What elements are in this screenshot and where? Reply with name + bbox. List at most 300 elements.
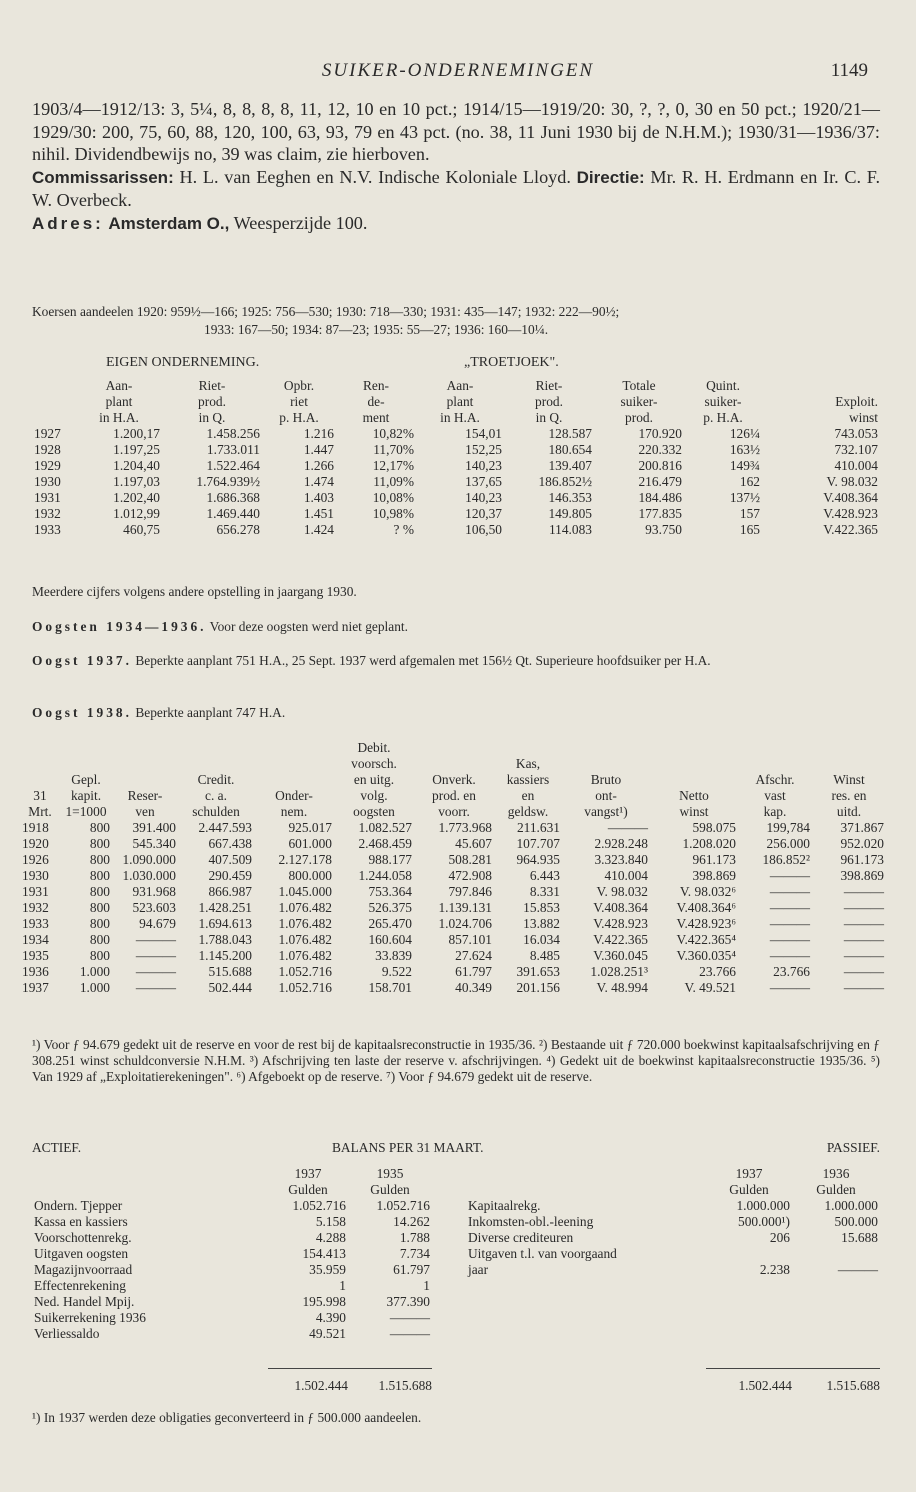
header-cell: Debit. — [357, 740, 391, 755]
table-cell: 1.197,25 — [113, 442, 160, 457]
table-cell: ——— — [135, 964, 176, 979]
table-cell: 163½ — [729, 442, 760, 457]
balance-cell — [706, 1246, 792, 1262]
balance-cell: 35.959 — [309, 1262, 346, 1277]
commissioners-text: H. L. van Eeghen en N.V. Indische Koloniale Lloyd. — [179, 166, 571, 187]
note-meerdere-text: Meerdere cijfers volgens andere opstelling in jaargang 1930. — [32, 584, 357, 599]
table-cell: V.408.364⁶ — [676, 900, 736, 915]
address-label: Adres: — [32, 213, 104, 233]
balance-row — [466, 1230, 880, 1246]
table-cell: 3.323.840 — [594, 852, 648, 867]
balance-cell: 5.158 — [315, 1214, 346, 1229]
table-cell: 1.447 — [303, 442, 334, 457]
table-cell: 800 — [89, 948, 110, 963]
header-cell: voorsch. — [351, 756, 397, 771]
table-row — [32, 522, 880, 538]
table-cell: 1927 — [34, 426, 61, 441]
table-cell: 2.447.593 — [198, 820, 252, 835]
balance-row — [32, 1262, 432, 1278]
directors-label: Directie: — [576, 167, 645, 187]
table-cell: 1.474 — [303, 474, 334, 489]
table-cell: 8.331 — [529, 884, 560, 899]
header-cell: schulden — [192, 804, 240, 819]
table-cell: 1.428.251 — [198, 900, 252, 915]
header-cell: geldsw. — [507, 804, 549, 819]
balance-cell: ——— — [837, 1262, 878, 1277]
header-cell: ment — [362, 410, 390, 425]
table-cell: 1932 — [34, 506, 61, 521]
table-cell: 1.424 — [303, 522, 334, 537]
header-cell — [32, 410, 76, 426]
table-cell: 106,50 — [465, 522, 502, 537]
table-cell: 186.852² — [762, 852, 810, 867]
balance-cell: Diverse crediteuren — [468, 1230, 574, 1245]
table-cell: 1.030.000 — [122, 868, 176, 883]
header-cell: p. H.A. — [279, 410, 319, 425]
balance-cell: 49.521 — [309, 1326, 346, 1341]
table-cell: 545.340 — [132, 836, 176, 851]
table-cell: 23.766 — [699, 964, 736, 979]
table-cell: 211.631 — [516, 820, 560, 835]
table-row — [20, 868, 886, 884]
table-header-row — [32, 394, 880, 410]
balance-cell: 154.413 — [302, 1246, 346, 1261]
balance-row — [32, 1278, 432, 1294]
unit-head-l1: Gulden — [288, 1182, 328, 1197]
header-cell — [20, 740, 60, 756]
table-cell: 149.805 — [548, 506, 592, 521]
table-header-row — [20, 804, 886, 820]
table-row — [20, 916, 886, 932]
table-cell: 1930 — [22, 868, 49, 883]
share-prices-line1: Koersen aandeelen 1920: 959½—166; 1925: 756—530; 1930: 718—330; 1931: 435—147; 1932: 222—90½; — [32, 304, 620, 319]
address-street: Weesperzijde 100. — [233, 212, 368, 233]
table-cell: 13.882 — [523, 916, 560, 931]
balance-row — [32, 1214, 432, 1230]
right-total-1937: 1.502.444 — [738, 1378, 792, 1393]
table-cell: 220.332 — [638, 442, 682, 457]
balance-left — [32, 1166, 432, 1342]
table-cell: 732.107 — [834, 442, 878, 457]
table-cell: ——— — [135, 932, 176, 947]
table-cell: 1934 — [22, 932, 49, 947]
header-cell: vangst¹) — [584, 804, 628, 819]
header-cell: plant — [446, 394, 474, 409]
table-cell: ——— — [607, 820, 648, 835]
balance-cell: Uitgaven oogsten — [34, 1246, 129, 1261]
header-cell: kapit. — [70, 788, 102, 803]
table-header-row — [20, 756, 886, 772]
table-row — [20, 852, 886, 868]
header-cell — [20, 756, 60, 772]
note-oogsten-1934-label: Oogsten 1934—1936. — [32, 619, 207, 634]
table-cell: 1.076.482 — [278, 916, 332, 931]
balance-cell: 15.688 — [841, 1230, 878, 1245]
table-cell: ——— — [769, 900, 810, 915]
table-cell: 93.750 — [645, 522, 682, 537]
table-cell: ——— — [769, 948, 810, 963]
header-cell: Onder- — [275, 788, 313, 803]
address-city: Amsterdam O., — [108, 213, 230, 233]
balance-row — [466, 1262, 880, 1278]
table-cell: 154,01 — [465, 426, 502, 441]
header-cell: en — [521, 788, 535, 803]
production-table — [32, 378, 880, 538]
balance-cell: Ned. Handel Mpij. — [34, 1294, 135, 1309]
table-cell: 140,23 — [465, 490, 502, 505]
last-footnote: ¹) In 1937 werden deze obligaties geconverteerd in ƒ 500.000 aandeelen. — [32, 1410, 422, 1425]
table-cell: 216.479 — [638, 474, 682, 489]
passief-label: PASSIEF. — [826, 1140, 880, 1155]
table-row — [32, 426, 880, 442]
table-cell: 120,37 — [465, 506, 502, 521]
header-cell — [178, 740, 254, 756]
note-oogsten-1934 — [32, 619, 880, 636]
table-cell: 598.075 — [692, 820, 736, 835]
right-total-rule — [706, 1368, 880, 1369]
table-cell: 800.000 — [288, 868, 332, 883]
table-cell: 526.375 — [368, 900, 412, 915]
table-cell: 1.045.000 — [278, 884, 332, 899]
table-cell: 114.083 — [548, 522, 592, 537]
table-cell: ——— — [843, 916, 884, 931]
balance-cell: 195.998 — [302, 1294, 346, 1309]
balance-cell: 1.000.000 — [824, 1198, 878, 1213]
table-cell: 1920 — [22, 836, 49, 851]
section-eigen-label: EIGEN ONDERNEMING. — [106, 355, 260, 370]
balance-cell: 500.000¹) — [738, 1214, 790, 1229]
table-cell: V.408.364 — [823, 490, 878, 505]
table-cell: 1926 — [22, 852, 49, 867]
left-total-rule — [268, 1368, 432, 1369]
table-cell: 1.788.043 — [198, 932, 252, 947]
table-cell: 1.139.131 — [438, 900, 492, 915]
table-cell: 508.281 — [448, 852, 492, 867]
table-cell: 128.587 — [548, 426, 592, 441]
header-cell: winst — [848, 410, 878, 425]
table-cell: V.422.365 — [823, 522, 878, 537]
note-oogst-1938 — [32, 705, 880, 722]
table-cell: 371.867 — [840, 820, 884, 835]
table-cell: 162 — [739, 474, 760, 489]
table-cell: 1929 — [34, 458, 61, 473]
balance-cell: 500.000 — [834, 1214, 878, 1229]
table-cell: 1918 — [22, 820, 49, 835]
table-cell: 15.853 — [523, 900, 560, 915]
table-cell: 1.090.000 — [122, 852, 176, 867]
table-cell: 199,784 — [766, 820, 810, 835]
table-cell: 472.908 — [448, 868, 492, 883]
table-cell: 9.522 — [381, 964, 412, 979]
header-cell: ont- — [595, 788, 617, 803]
table-cell: 1931 — [22, 884, 49, 899]
year2-head: 1935 — [376, 1166, 404, 1181]
table-cell: 137½ — [729, 490, 760, 505]
table-cell: 398.869 — [692, 868, 736, 883]
table-cell: 8.485 — [529, 948, 560, 963]
table-cell: 1.052.716 — [278, 980, 332, 995]
table-cell: 165 — [739, 522, 760, 537]
header-cell — [254, 740, 334, 756]
table-cell: 800 — [89, 868, 110, 883]
directors-text: Mr. R. H. Erdmann en Ir. C. F. W. Overbeck. — [32, 166, 881, 211]
table-cell: 1.244.058 — [358, 868, 412, 883]
table-cell: 601.000 — [288, 836, 332, 851]
table-cell: 1.000 — [79, 980, 110, 995]
table-cell: 94.679 — [139, 916, 176, 931]
table-cell: 964.935 — [516, 852, 560, 867]
table-cell: 1.082.527 — [358, 820, 412, 835]
header-cell: c. a. — [205, 788, 227, 803]
balance-cell: 377.390 — [386, 1294, 430, 1309]
table-cell: 1.469.440 — [206, 506, 260, 521]
header-cell — [254, 756, 334, 772]
balance-row — [32, 1246, 432, 1262]
header-cell — [178, 756, 254, 772]
table-cell: 11,09% — [373, 474, 414, 489]
footnotes — [32, 1037, 880, 1086]
header-cell: Winst — [833, 772, 865, 787]
header-cell: volg. — [360, 788, 388, 803]
table-cell: 184.486 — [638, 490, 682, 505]
balance-cell: ——— — [389, 1326, 430, 1341]
header-cell: prod. en — [432, 788, 476, 803]
balance-cell: 1 — [339, 1278, 346, 1293]
balance-cell: 206 — [769, 1230, 790, 1245]
table-cell: 1935 — [22, 948, 49, 963]
table-cell: 1.197,03 — [113, 474, 160, 489]
balance-cell: Suikerrekening 1936 — [34, 1310, 146, 1325]
table-cell: 800 — [89, 820, 110, 835]
table-cell: V. 48.994 — [596, 980, 648, 995]
balance-row — [466, 1214, 880, 1230]
table-cell: 931.968 — [132, 884, 176, 899]
table-row — [32, 474, 880, 490]
header-cell: de- — [367, 394, 385, 409]
balance-row — [32, 1310, 432, 1326]
balance-cell: 14.262 — [393, 1214, 430, 1229]
table-cell: 16.034 — [523, 932, 560, 947]
pyear2-head: 1936 — [822, 1166, 850, 1181]
section-troet-label: „TROETJOEK". — [464, 355, 559, 370]
table-cell: V.428.923 — [823, 506, 878, 521]
year1-head: 1937 — [294, 1166, 322, 1181]
table-cell: 1.024.706 — [438, 916, 492, 931]
table-cell: 10,82% — [372, 426, 414, 441]
header-cell: Quint. — [706, 378, 740, 393]
table-cell: 1937 — [22, 980, 49, 995]
header-cell — [650, 756, 738, 772]
table-row — [32, 490, 880, 506]
balance-row — [32, 1230, 432, 1246]
table-cell: V. 49.521 — [684, 980, 736, 995]
table-cell: 800 — [89, 900, 110, 915]
running-header — [0, 60, 916, 88]
table-cell: 1.028.251³ — [590, 964, 648, 979]
balance-cell: Effectenrekening — [34, 1278, 126, 1293]
table-cell: 186.852½ — [538, 474, 592, 489]
share-prices-line2: 1933: 167—50; 1934: 87—23; 1935: 55—27; 1936: 160—10¼. — [204, 322, 549, 337]
table-cell: 27.624 — [455, 948, 492, 963]
header-cell: uitd. — [836, 804, 862, 819]
left-total-1935: 1.515.688 — [378, 1378, 432, 1393]
header-cell: ven — [135, 804, 155, 819]
balance-cell: jaar — [468, 1262, 489, 1277]
table-cell: 797.846 — [448, 884, 492, 899]
table-cell: 800 — [89, 836, 110, 851]
header-cell: Gepl. — [71, 772, 101, 787]
header-cell — [32, 378, 76, 394]
header-cell — [650, 740, 738, 756]
header-cell: voorr. — [438, 804, 470, 819]
table-cell: ——— — [769, 868, 810, 883]
right-total-1936: 1.515.688 — [826, 1378, 880, 1393]
table-cell: 1.522.464 — [206, 458, 260, 473]
actief-label: ACTIEF. — [32, 1140, 82, 1155]
table-cell: 33.839 — [375, 948, 412, 963]
unit-head-l2: Gulden — [370, 1182, 410, 1197]
table-cell: 407.509 — [208, 852, 252, 867]
header-cell: Netto — [679, 788, 709, 803]
header-cell — [20, 772, 60, 788]
table-row — [20, 980, 886, 996]
header-cell: prod. — [535, 394, 563, 409]
table-cell: 10,08% — [372, 490, 414, 505]
header-cell — [60, 740, 112, 756]
table-cell: V.408.364 — [593, 900, 648, 915]
table-cell: 10,98% — [372, 506, 414, 521]
table-cell: 6.443 — [529, 868, 560, 883]
table-cell: 1936 — [22, 964, 49, 979]
pyear1-head: 1937 — [735, 1166, 763, 1181]
table-cell: 1.052.716 — [278, 964, 332, 979]
table-cell: 753.364 — [368, 884, 412, 899]
table-cell: ——— — [843, 900, 884, 915]
balance-cell: Voorschottenrekg. — [34, 1230, 132, 1245]
header-cell: p. H.A. — [703, 410, 743, 425]
header-cell — [32, 394, 76, 410]
table-header-row — [32, 378, 880, 394]
header-cell — [414, 740, 494, 756]
table-cell: 961.173 — [692, 852, 736, 867]
table-cell: ——— — [843, 884, 884, 899]
table-cell: ——— — [769, 980, 810, 995]
table-cell: 170.920 — [638, 426, 682, 441]
table-cell: 290.459 — [208, 868, 252, 883]
table-cell: 200.816 — [638, 458, 682, 473]
header-cell: Exploit. — [835, 394, 878, 409]
table-cell: 1933 — [34, 522, 61, 537]
table-row — [20, 836, 886, 852]
balance-cell: Uitgaven t.l. van voorgaand — [468, 1246, 617, 1261]
table-cell: V. 98.032⁶ — [679, 884, 736, 899]
table-cell: V.360.035⁴ — [676, 948, 736, 963]
header-cell: suiker- — [620, 394, 658, 409]
unit-head-r2: Gulden — [816, 1182, 856, 1197]
table-cell: V.422.365⁴ — [676, 932, 736, 947]
note-oogst-1937-label: Oogst 1937. — [32, 653, 132, 668]
header-cell: en uitg. — [353, 772, 395, 787]
page-number: 1149 — [830, 60, 868, 81]
table-cell: 1.403 — [303, 490, 334, 505]
header-cell: Onverk. — [432, 772, 476, 787]
table-cell: 1.764.939½ — [196, 474, 260, 489]
table-cell: ——— — [135, 980, 176, 995]
header-cell: in Q. — [198, 410, 226, 425]
table-cell: 667.438 — [208, 836, 252, 851]
table-cell: 1.145.200 — [198, 948, 252, 963]
header-cell: Ren- — [362, 378, 390, 393]
table-cell: 656.278 — [216, 522, 260, 537]
table-cell: 256.000 — [766, 836, 810, 851]
note-oogst-1937 — [32, 653, 880, 670]
header-cell — [112, 740, 178, 756]
balance-cell: 4.288 — [315, 1230, 346, 1245]
unit-head-r1: Gulden — [729, 1182, 769, 1197]
table-cell: 1.012,99 — [113, 506, 160, 521]
table-cell: 23.766 — [773, 964, 810, 979]
table-cell: 45.607 — [455, 836, 492, 851]
table-cell: ——— — [769, 916, 810, 931]
table-cell: 2.127.178 — [278, 852, 332, 867]
header-cell: kassiers — [506, 772, 550, 787]
header-cell: in H.A. — [440, 410, 480, 425]
header-cell — [812, 740, 886, 756]
header-cell: 1=1000 — [65, 804, 107, 819]
address-paragraph — [32, 212, 880, 236]
table-cell: 1931 — [34, 490, 61, 505]
table-cell: 126¼ — [729, 426, 760, 441]
table-cell: V.428.923 — [593, 916, 648, 931]
table-cell: 1933 — [22, 916, 49, 931]
table-cell: 1.266 — [303, 458, 334, 473]
table-cell: 1.458.256 — [206, 426, 260, 441]
header-cell: prod. — [625, 410, 653, 425]
table-header-row — [20, 788, 886, 804]
table-cell: 410.004 — [834, 458, 878, 473]
header-cell — [762, 378, 880, 394]
commissioners-label: Commissarissen: — [32, 167, 174, 187]
table-cell: 137,65 — [465, 474, 502, 489]
table-cell: 139.407 — [548, 458, 592, 473]
table-cell: 180.654 — [548, 442, 592, 457]
table-cell: ——— — [135, 948, 176, 963]
table-cell: 157 — [739, 506, 760, 521]
balance-cell: Magazijnvoorraad — [34, 1262, 133, 1277]
table-cell: 1.686.368 — [206, 490, 260, 505]
header-cell: Aan- — [446, 378, 474, 393]
table-cell: ——— — [843, 948, 884, 963]
table-cell: 1.451 — [303, 506, 334, 521]
balance-row — [32, 1198, 432, 1214]
footnotes-text: ¹) Voor ƒ 94.679 gedekt uit de reserve en voor de rest bij de kapitaalsreconstructie in 1935/36. ²) Bestaande uit ƒ 720.000 boekwinst kapitaalsafschrijving en ƒ 308.251 winst schuldconversie N.H.M. ³) Afschrijving ten laste der reserve v. afschrijvingen. ⁴) Gedekt uit de boekwinst kapitaalsreconstructie 1935/36. ⁵) Van 1929 af „Exploitatierekeningen". ⁶) Afgeboekt op de reserve. ⁷) Voor ƒ 94.679 gedekt uit de reserve. — [32, 1037, 880, 1085]
header-cell: vast — [764, 788, 786, 803]
table-cell: 1932 — [22, 900, 49, 915]
balance-row — [32, 1326, 432, 1342]
header-cell: winst — [679, 804, 709, 819]
header-cell: Aan- — [105, 378, 133, 393]
table-cell: ——— — [769, 884, 810, 899]
table-header-row — [32, 410, 880, 426]
balance-cell: 7.734 — [399, 1246, 430, 1261]
table-cell: 1.000 — [79, 964, 110, 979]
balance-cell: 61.797 — [393, 1262, 430, 1277]
header-cell — [650, 772, 738, 788]
balance-cell: ——— — [389, 1310, 430, 1325]
table-cell: 925.017 — [288, 820, 332, 835]
header-cell: suiker- — [704, 394, 742, 409]
table-cell: 410.004 — [604, 868, 648, 883]
